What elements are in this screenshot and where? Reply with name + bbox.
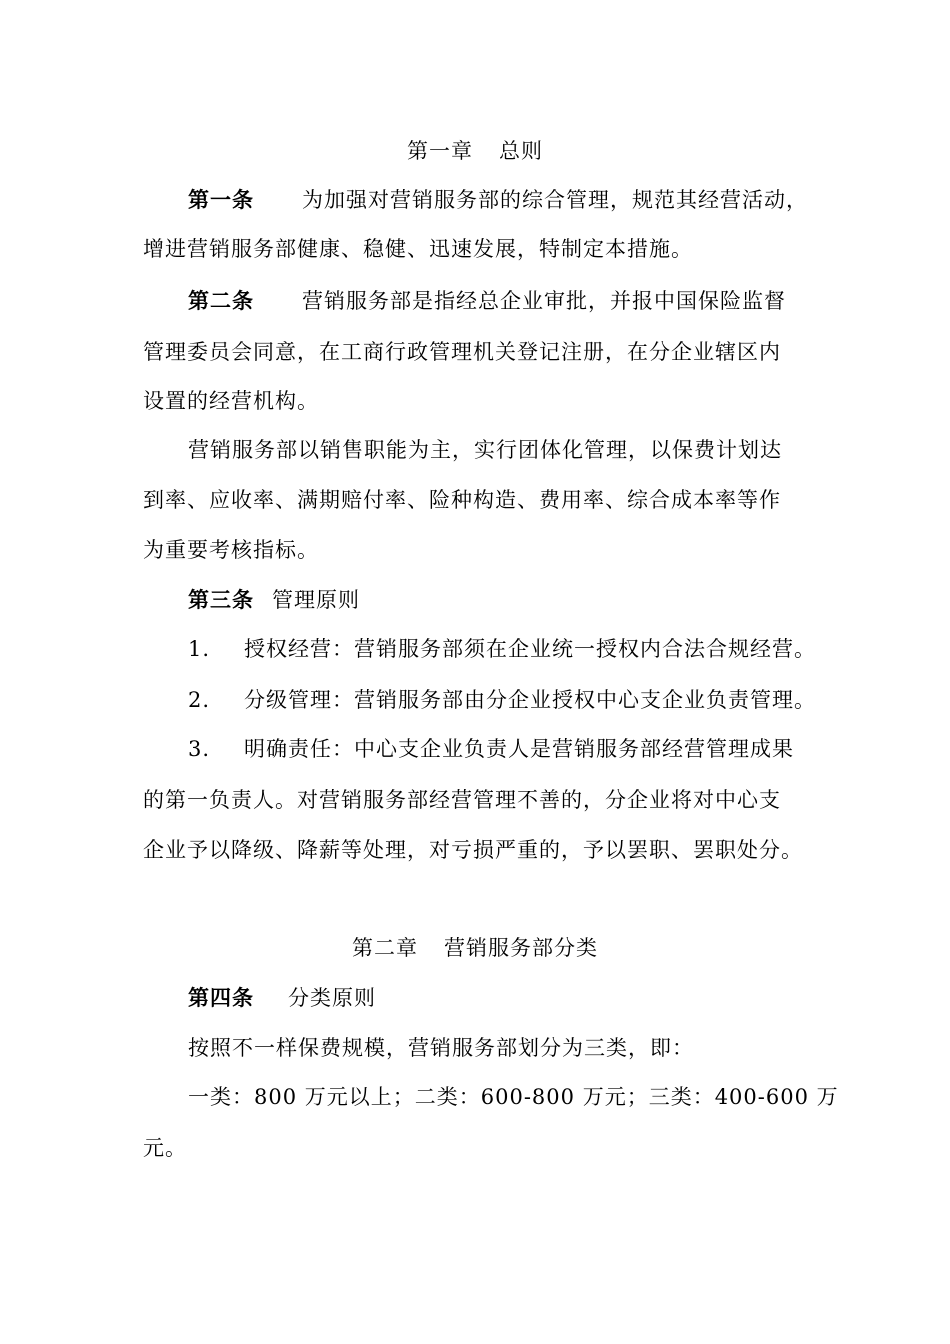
article-2-text-2: 管理委员会同意，在工商行政管理机关登记注册，在分企业辖区内	[143, 340, 781, 364]
chapter-1-number: 第一章	[407, 139, 473, 163]
paragraph-indicators-2: 到率、应收率、满期赔付率、险种构造、费用率、综合成本率等作	[143, 488, 781, 512]
article-3-title: 管理原则	[272, 588, 360, 612]
article-2-label: 第二条	[188, 288, 254, 313]
chapter-2-number: 第二章	[352, 936, 418, 960]
chapter-2-heading	[0, 934, 950, 962]
list-item	[188, 686, 816, 714]
article-3-label: 第三条	[188, 587, 254, 612]
chapter-1-heading	[0, 137, 950, 165]
list-item-number: 2.	[188, 688, 211, 712]
paragraph-indicators-1: 营销服务部以销售职能为主，实行团体化管理，以保费计划达	[188, 438, 782, 462]
list-item-text: 明确责任：中心支企业负责人是营销服务部经营管理成果	[244, 737, 794, 761]
list-item	[188, 735, 794, 763]
article-1-first-line	[188, 186, 808, 214]
article-4-text-1: 按照不一样保费规模，营销服务部划分为三类，即：	[188, 1036, 694, 1060]
article-3-continuation-2: 企业予以降级、降薪等处理，对亏损严重的，予以罢职、罢职处分。	[143, 838, 803, 862]
paragraph-indicators-3: 为重要考核指标。	[143, 538, 319, 562]
article-2-text-3: 设置的经营机构。	[143, 389, 319, 413]
article-3-heading	[188, 586, 360, 614]
article-1-text-2: 增进营销服务部健康、稳健、迅速发展，特制定本措施。	[143, 237, 693, 261]
list-item-number: 3.	[188, 737, 211, 761]
chapter-1-title: 总则	[499, 139, 543, 163]
article-4-text-2: 一类：800 万元以上；二类：600-800 万元；三类：400-600 万	[188, 1085, 839, 1109]
list-item-text: 分级管理：营销服务部由分企业授权中心支企业负责管理。	[244, 688, 816, 712]
chapter-2-title: 营销服务部分类	[444, 936, 598, 960]
list-item	[188, 635, 816, 663]
article-1-label: 第一条	[188, 187, 254, 212]
article-1-text-1: 为加强对营销服务部的综合管理，规范其经营活动，	[302, 188, 808, 212]
article-4-heading	[188, 984, 376, 1012]
article-3-continuation-1: 的第一负责人。对营销服务部经营管理不善的，分企业将对中心支	[143, 788, 781, 812]
article-4-title: 分类原则	[288, 986, 376, 1010]
article-4-label: 第四条	[188, 985, 254, 1010]
article-4-text-3: 元。	[143, 1136, 187, 1160]
article-2-first-line	[188, 287, 786, 315]
list-item-text: 授权经营：营销服务部须在企业统一授权内合法合规经营。	[244, 637, 816, 661]
list-item-number: 1.	[188, 637, 211, 661]
article-2-text-1: 营销服务部是指经总企业审批，并报中国保险监督	[302, 289, 786, 313]
